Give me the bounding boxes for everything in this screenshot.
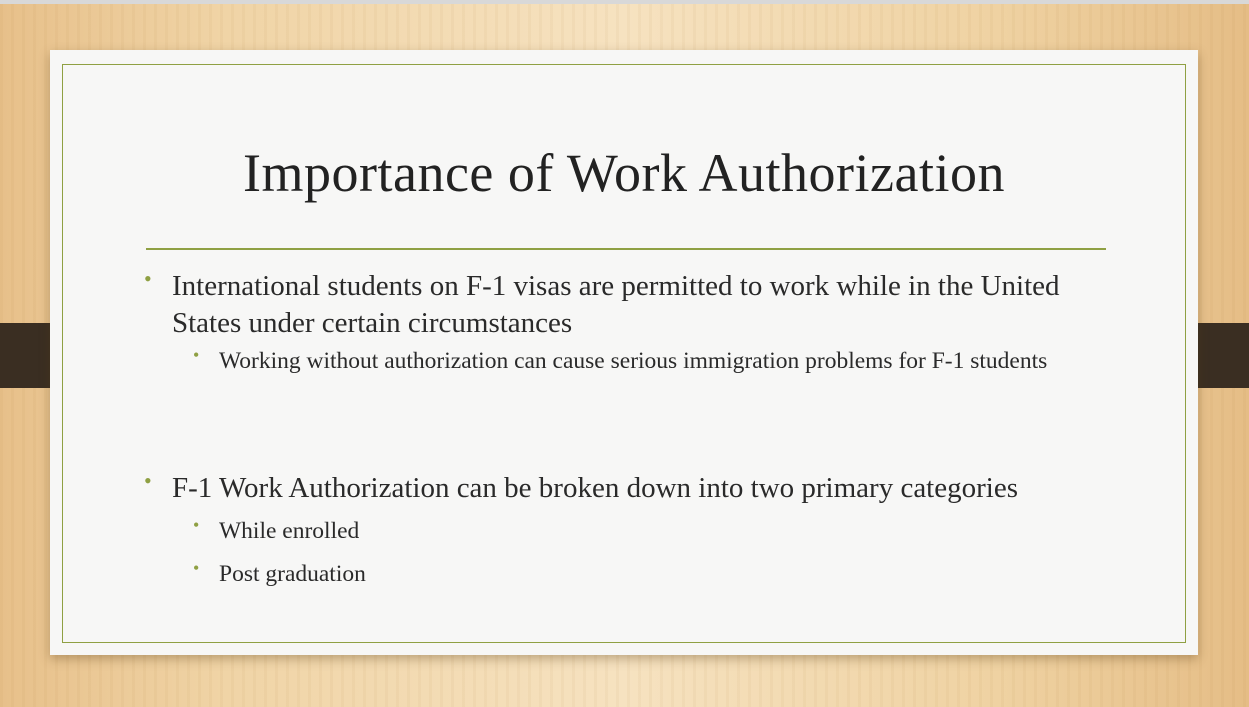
bullet-dot-icon: • (144, 468, 152, 493)
title-divider (146, 248, 1106, 250)
sub-bullet-text: Working without authorization can cause serious immigration problems for F-1 students (219, 348, 1048, 374)
bullet-dot-icon: • (193, 515, 200, 535)
bullet-item-2 (144, 468, 1132, 507)
window-top-strip (0, 0, 1249, 4)
bullet-text: International students on F-1 visas are permitted to work while in the United States under certain circumstances (172, 270, 1060, 339)
bullet-dot-icon: • (193, 345, 200, 365)
sub-bullet-item-2-1 (193, 515, 1119, 547)
sub-bullet-text: Post graduation (219, 561, 366, 587)
bullet-item-1 (144, 266, 1132, 341)
sub-bullet-item-2-2 (193, 558, 1119, 590)
sub-bullet-text: While enrolled (219, 518, 360, 544)
bullet-text: F-1 Work Authorization can be broken down into two primary categories (172, 472, 1018, 504)
sub-bullet-item-1-1 (193, 345, 1119, 377)
bullet-dot-icon: • (193, 558, 200, 578)
slide-card (50, 50, 1198, 655)
slide-title: Importance of Work Authorization (243, 143, 1005, 203)
bullet-dot-icon: • (144, 266, 152, 291)
